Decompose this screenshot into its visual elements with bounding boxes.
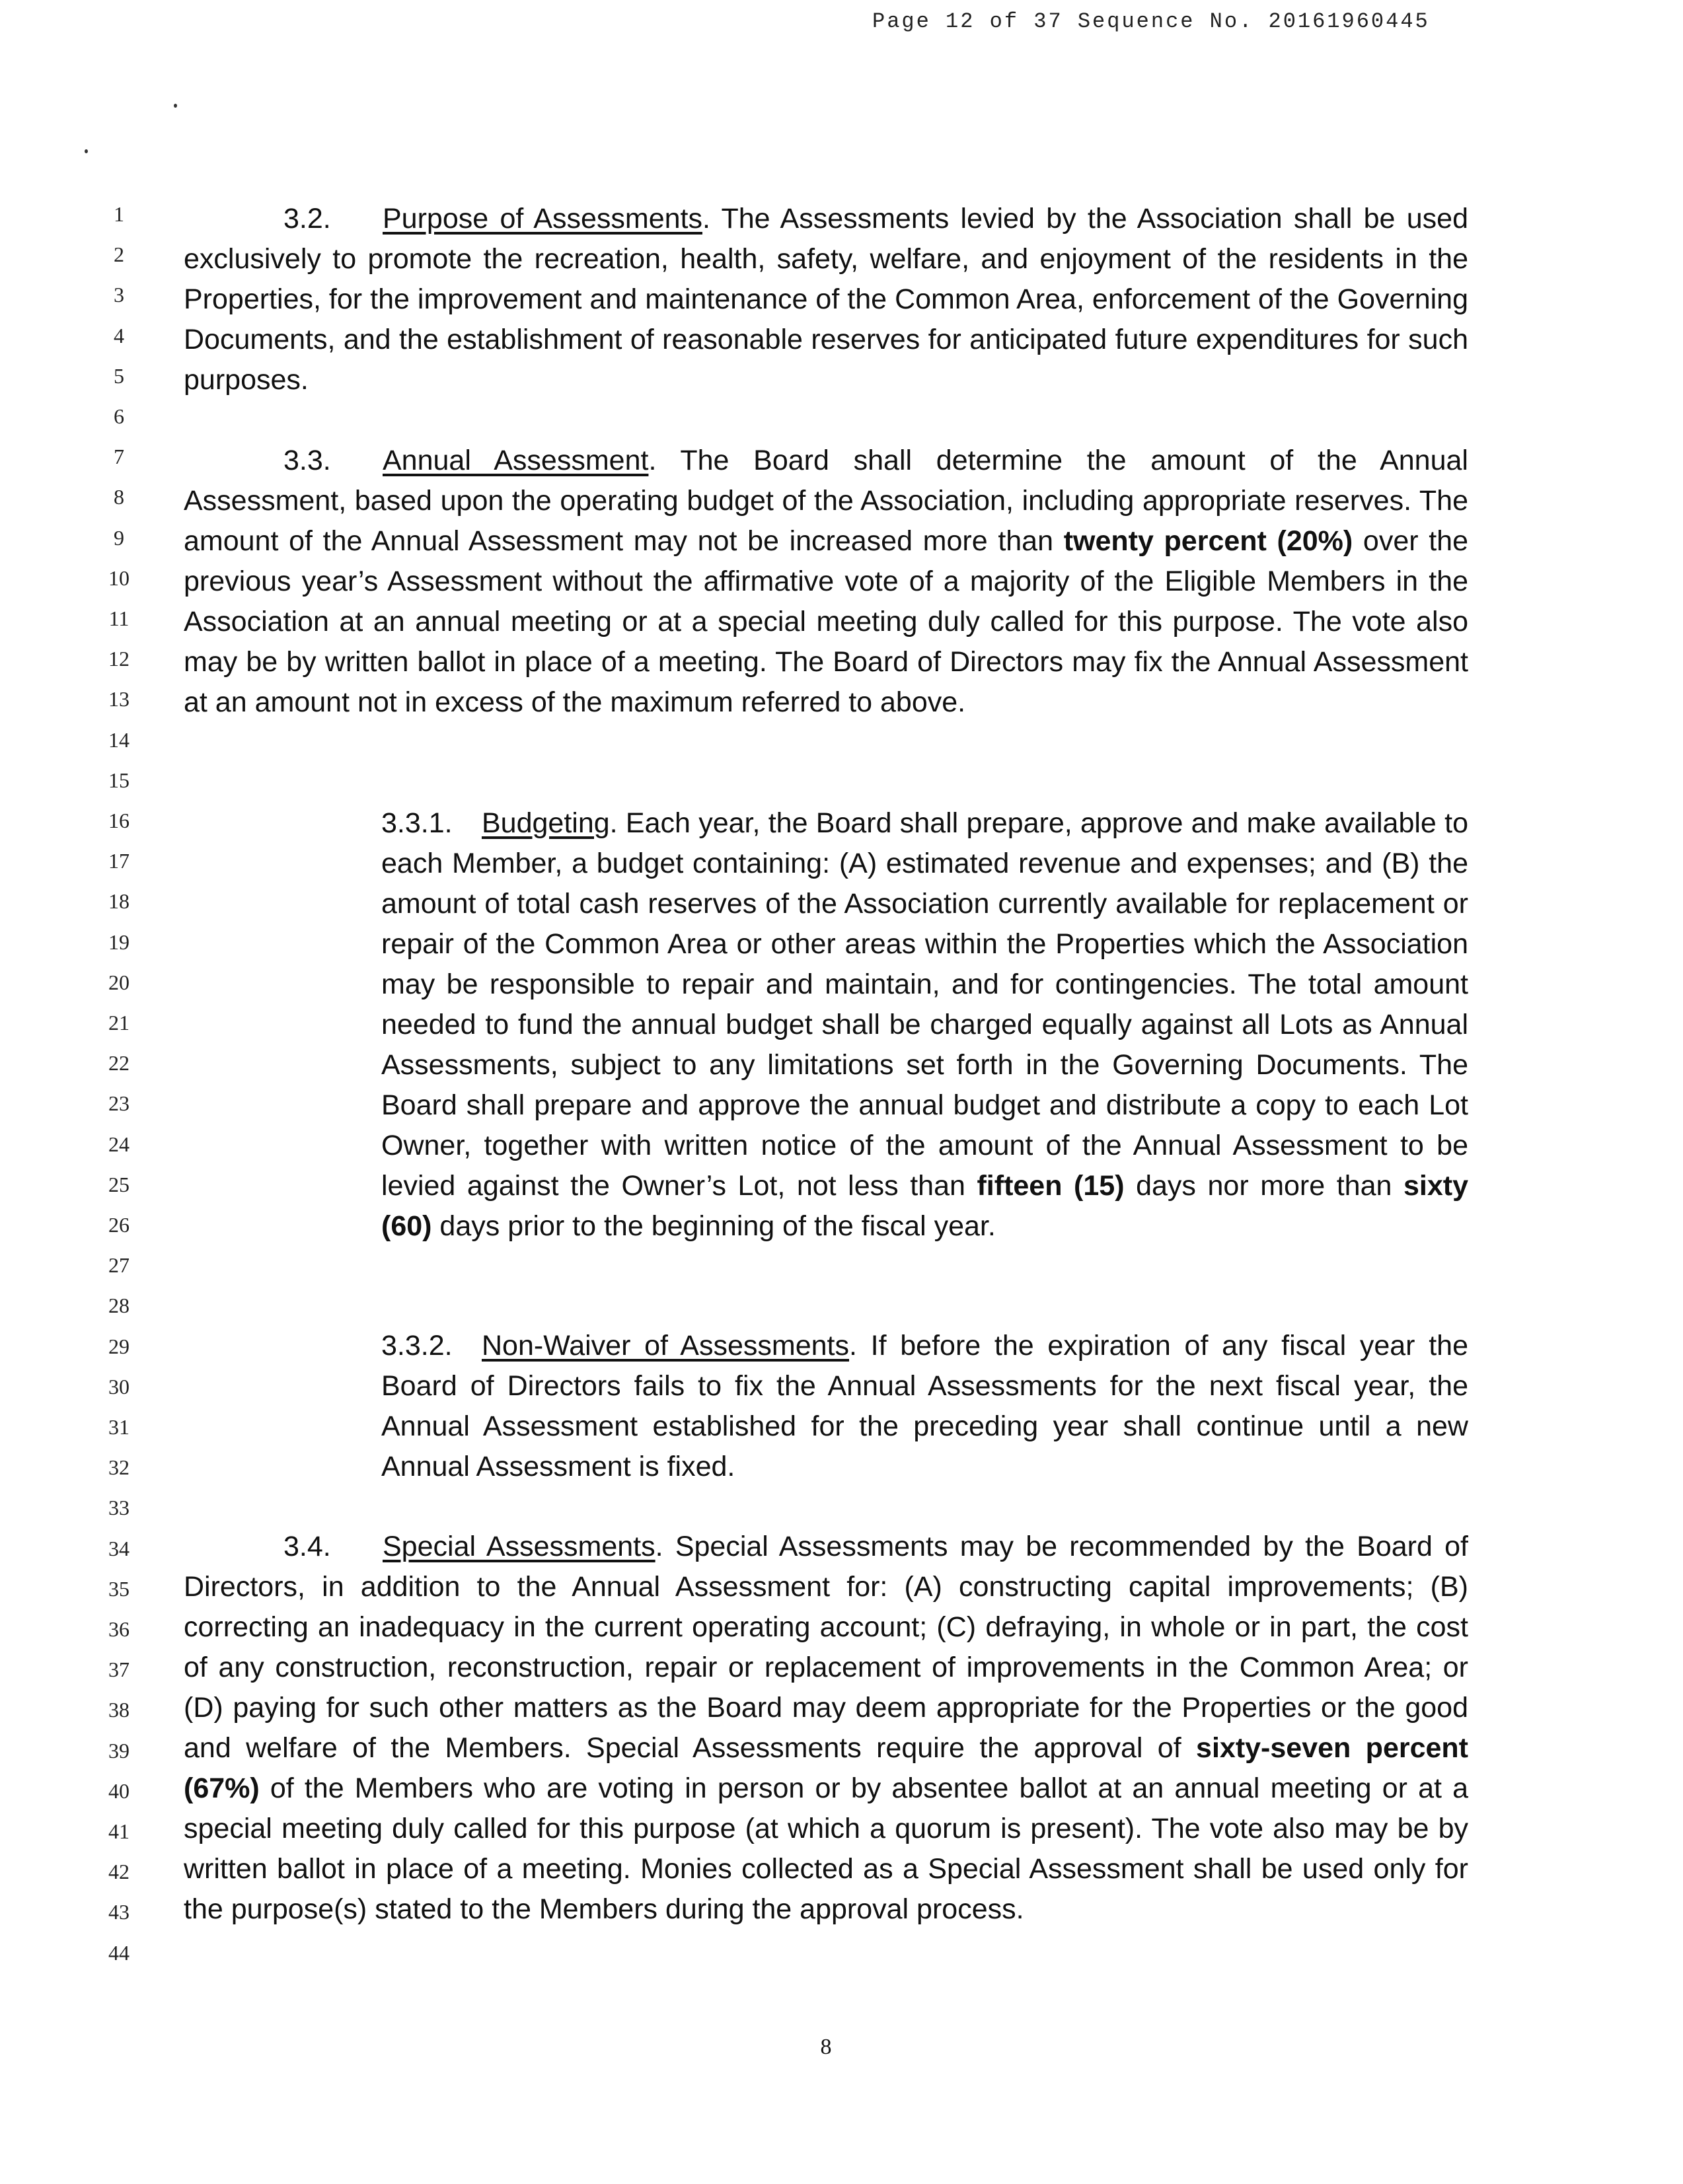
section-3-3 [184,441,1468,723]
scan-speck [174,104,177,108]
section-body: days nor more than [1124,1170,1403,1202]
section-3-3-1 [381,803,1468,1247]
line-number: 26 [108,1213,130,1237]
line-number: 35 [108,1577,130,1601]
line-number: 2 [114,242,124,266]
page-number: 8 [820,2035,832,2059]
section-body: of the Members who are voting in person or by absentee ballot at an annual meeting or at a special meeting duly called for this purpose (at which a quorum is present). The vote also may be by written ballot in place of a meeting. Monies collected as a Special Assessment shall be used only for the purpose(s) stated to the Members during the approval process. [184,1772,1468,1925]
line-number: 27 [108,1253,130,1277]
document-header: Page 12 of 37 Sequence No. 20161960445 [872,9,1430,34]
line-number: 12 [108,647,130,671]
line-number: 24 [108,1132,130,1156]
line-number: 3 [114,283,124,307]
line-number: 1 [114,202,124,226]
section-3-2 [184,199,1468,400]
line-number: 25 [108,1173,130,1196]
line-number: 28 [108,1293,130,1317]
section-number: 3.3.2. [381,1330,453,1362]
bold-term: sixty-seven percent (67%) [184,1732,1469,1804]
section-heading: Special Assessments [383,1531,655,1562]
section-body: . Each year, the Board shall prepare, approve and make available to each Member, a budget containing: (A) estimated revenue and expenses; and (B) the amount of total cash reserves of the Association currently available for replacement or repair of the Common Area or other areas within the Properties which the Association may be responsible to repair and maintain, and for contingencies. The total amount needed to fund the annual budget shall be charged equally against all Lots as Annual Assessments, subject to any limitations set forth in the Governing Documents. The Board shall prepare and approve the annual budget and distribute a copy to each Lot Owner, together with written notice of the amount of the Annual Assessment to be levied against the Owner’s Lot, not less than [381,807,1468,1202]
section-heading: Budgeting [482,807,610,839]
section-body: over the previous year’s Assessment without the affirmative vote of a majority of the Eligible Members in the Association at an annual meeting or at a special meeting duly called for this purpose. The vote also may be by written ballot in place of a meeting. The Board of Directors may fix the Annual Assessment at an amount not in excess of the maximum referred to above. [184,525,1468,718]
line-number: 38 [108,1698,130,1722]
section-body: . The Board shall determine the amount of the Annual Assessment, based upon the operating budget of the Association, including appropriate reserves. The amount of the Annual Assessment may not be increased more than [184,445,1468,557]
section-number: 3.4. [283,1531,331,1562]
section-3-3-2 [381,1326,1468,1487]
line-number: 42 [108,1860,130,1883]
section-number: 3.3. [283,445,331,476]
line-number: 39 [108,1739,130,1763]
line-number: 10 [108,566,130,590]
line-number: 19 [108,930,130,954]
scan-speck [85,149,88,153]
line-number: 9 [114,526,124,550]
line-number: 32 [108,1455,130,1479]
section-body: . The Assessments levied by the Association shall be used exclusively to promote the recreation, health, safety, welfare, and enjoyment of the residents in the Properties, for the improvement and maintenance of the Common Area, enforcement of the Governing Documents, and the establishment of reasonable reserves for anticipated future expenditures for such purposes. [184,203,1468,396]
line-number: 8 [114,485,124,509]
line-number: 7 [114,445,124,468]
line-number: 4 [114,324,124,347]
bold-term: sixty (60) [381,1170,1469,1242]
section-body: days prior to the beginning of the fiscal year. [431,1210,996,1242]
line-number: 22 [108,1051,130,1075]
line-number: 43 [108,1900,130,1924]
line-number: 14 [108,728,130,752]
line-number: 20 [108,970,130,994]
section-heading: Non-Waiver of Assessments [482,1330,849,1362]
line-number: 34 [108,1537,130,1560]
line-number: 18 [108,889,130,913]
section-body: . Special Assessments may be recommended by the Board of Directors, in addition to the Annual Assessment for: (A) constructing capital improvements; (B) correcting an inadequacy in the current operating account; (C) defraying, in whole or in part, the cost of any construction, reconstruction, repair or replacement of improvements in the Common Area; or (D) paying for such other matters as the Board may deem appropriate for the Properties or the good and welfare of the Members. Special Assessments require the approval of [184,1531,1469,1764]
bold-term: fifteen (15) [977,1170,1125,1202]
line-number: 23 [108,1091,130,1115]
section-3-4 [184,1527,1468,1930]
line-number: 15 [108,768,130,792]
line-number: 36 [108,1617,130,1641]
line-number: 40 [108,1779,130,1803]
line-number: 21 [108,1011,130,1035]
line-number: 37 [108,1657,130,1681]
line-number: 13 [108,687,130,711]
section-number: 3.3.1. [381,807,453,839]
line-number: 44 [108,1941,130,1965]
line-number: 30 [108,1375,130,1399]
line-number: 16 [108,809,130,832]
line-number: 5 [114,364,124,388]
line-number: 29 [108,1334,130,1358]
section-number: 3.2. [283,203,331,235]
line-number: 31 [108,1415,130,1439]
section-body: . If before the expiration of any fiscal year the Board of Directors fails to fix the Annual Assessments for the next fiscal year, the Annual Assessment established for the preceding year shall continue until a new Annual Assessment is fixed. [381,1330,1468,1482]
line-number: 33 [108,1496,130,1519]
section-heading: Annual Assessment [383,445,649,476]
bold-term: twenty percent (20%) [1063,525,1353,557]
section-heading: Purpose of Assessments [383,203,702,235]
line-number: 11 [108,606,130,630]
line-number: 41 [108,1819,130,1843]
line-number: 6 [114,404,124,428]
line-number: 17 [108,849,130,873]
